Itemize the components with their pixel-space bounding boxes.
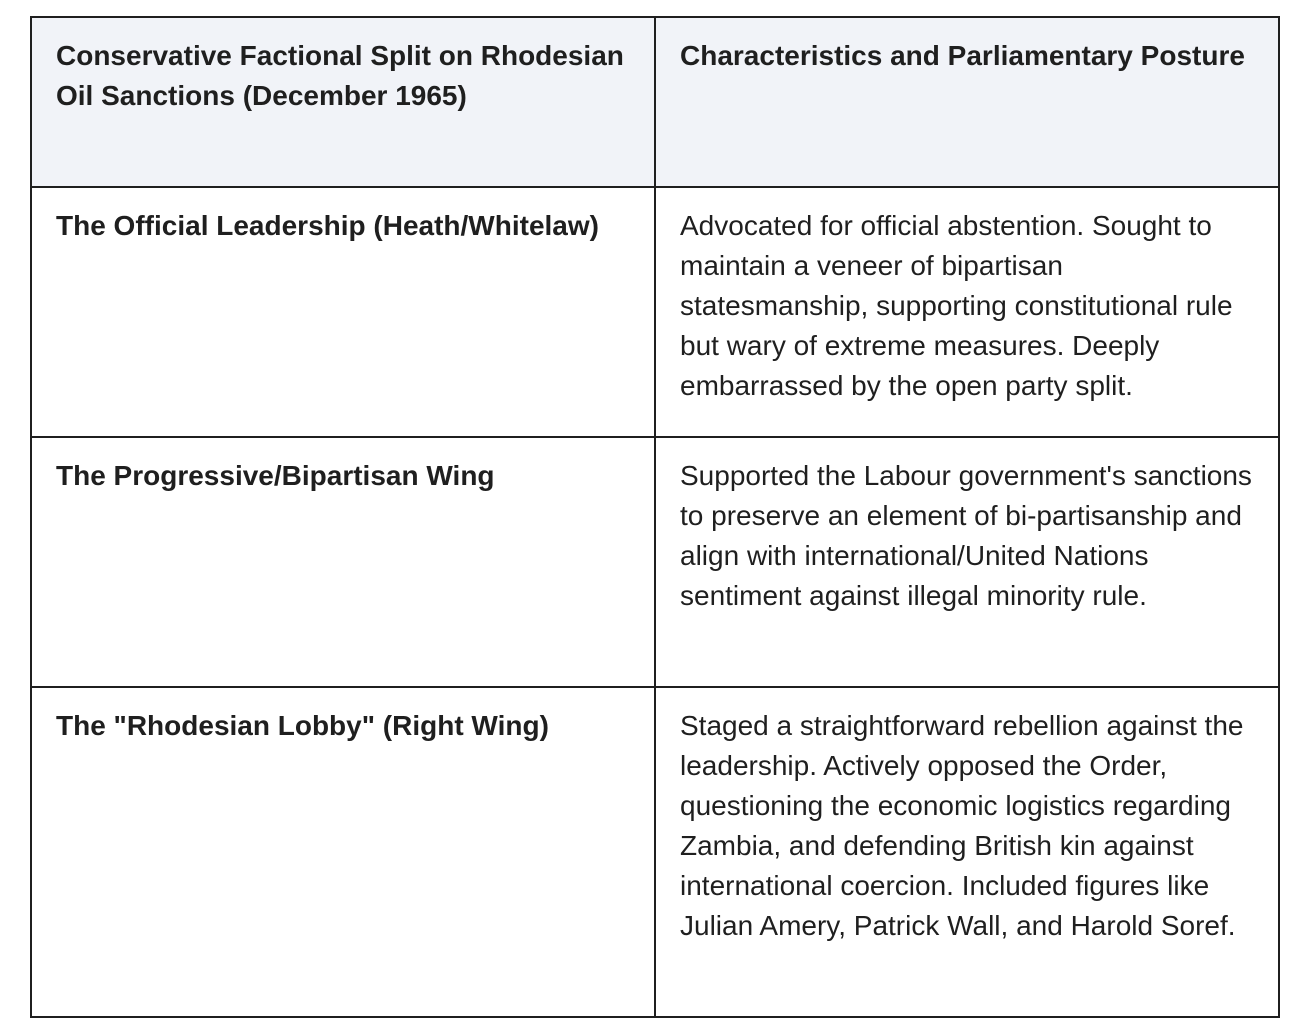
table-header-row: [31, 17, 1279, 187]
factional-split-table: [30, 16, 1280, 1018]
faction-name-cell: The Official Leadership (Heath/Whitelaw): [31, 187, 655, 437]
faction-description-cell: Advocated for official abstention. Sought to maintain a veneer of bipartisan statesmanship, supporting constitutional rule but wary of extreme measures. Deeply embarrassed by the open party split.: [655, 187, 1279, 437]
table-row: [31, 187, 1279, 437]
column-header-faction: Conservative Factional Split on Rhodesian Oil Sanctions (December 1965): [31, 17, 655, 187]
table-row: [31, 687, 1279, 1017]
faction-description-cell: Staged a straightforward rebellion against the leadership. Actively opposed the Order, questioning the economic logistics regarding Zambia, and defending British kin against international coercion. Included figures like Julian Amery, Patrick Wall, and Harold Soref.: [655, 687, 1279, 1017]
column-header-characteristics: Characteristics and Parliamentary Posture: [655, 17, 1279, 187]
faction-name-cell: The "Rhodesian Lobby" (Right Wing): [31, 687, 655, 1017]
faction-description-cell: Supported the Labour government's sanctions to preserve an element of bi-partisanship and align with international/United Nations sentiment against illegal minority rule.: [655, 437, 1279, 687]
faction-name-cell: The Progressive/Bipartisan Wing: [31, 437, 655, 687]
table-row: [31, 437, 1279, 687]
